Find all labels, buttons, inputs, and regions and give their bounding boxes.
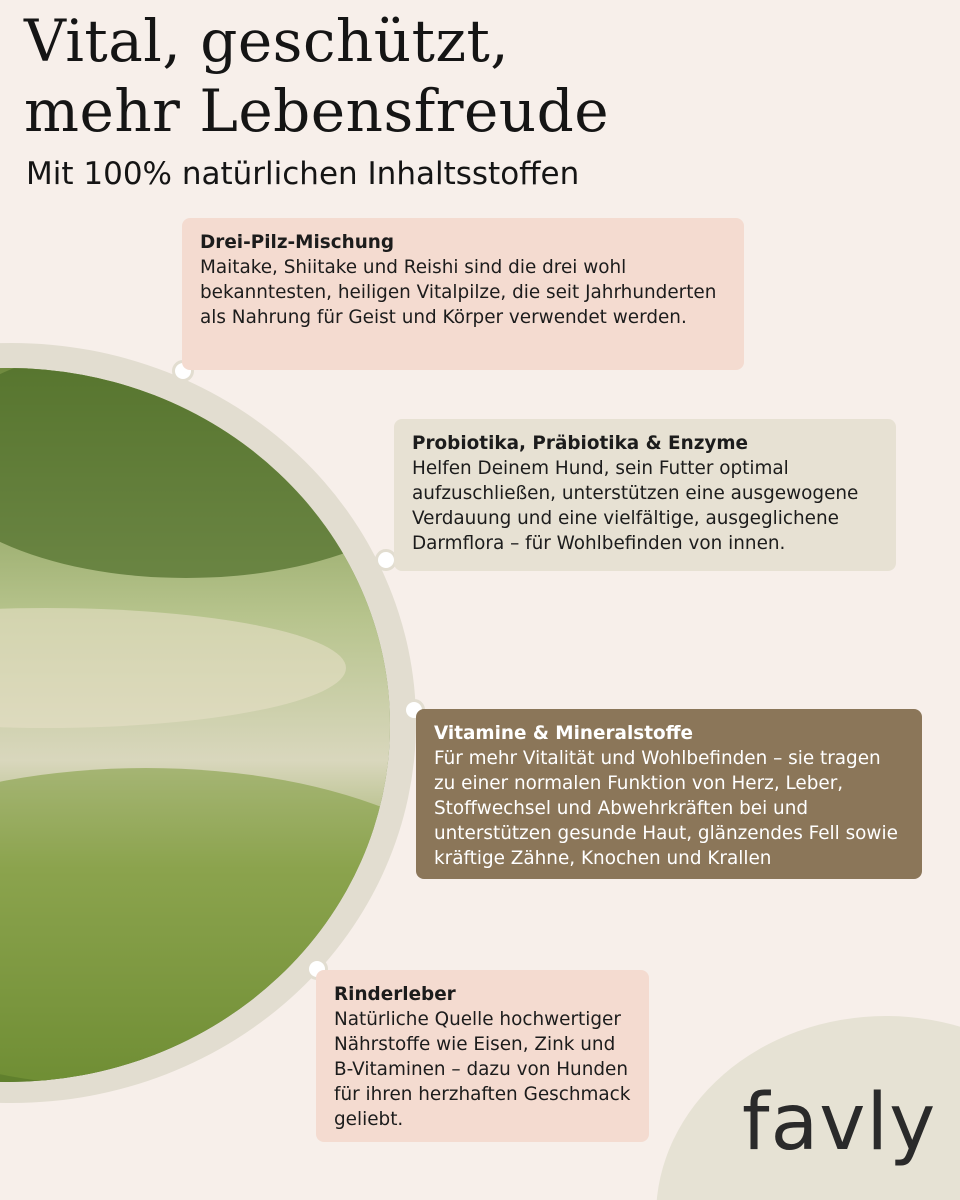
card-heading: Vitamine & Mineralstoffe (434, 723, 693, 744)
page-title (24, 6, 609, 146)
ingredient-card-mushroom-mix (182, 218, 744, 370)
ingredient-card-vitamins (416, 709, 922, 879)
card-heading: Probiotika, Präbiotika & Enzyme (412, 433, 749, 454)
title-line-2: mehr Lebensfreude (24, 77, 610, 145)
card-text: Maitake, Shiitake und Reishi sind die drei wohl bekanntesten, heiligen Vitalpilze, die seit Jahrhunderten als Nahrung für Geist und Körper verwendet werden. (200, 257, 717, 328)
ingredient-card-beef-liver (316, 970, 649, 1142)
card-text: Helfen Deinem Hund, sein Futter optimal aufzuschließen, unterstützen eine ausgewogene Verdauung und eine vielfältige, ausgeglichene Darmflora – für Wohlbefinden von innen. (412, 458, 859, 554)
page-subtitle: Mit 100% natürlichen Inhaltsstoffen (26, 156, 580, 192)
card-text: Für mehr Vitalität und Wohlbefinden – sie tragen zu einer normalen Funktion von Herz, Leber, Stoffwechsel und Abwehrkräften bei und unterstützen gesunde Haut, glänzendes Fell sowie kräftige Zähne, Knochen und Krallen (434, 748, 898, 869)
title-line-1: Vital, geschützt, (24, 7, 510, 75)
card-heading: Drei-Pilz-Mischung (200, 232, 395, 253)
card-text: Natürliche Quelle hochwertiger Nährstoffe wie Eisen, Zink und B-Vitaminen – dazu von Hunden für ihren herzhaften Geschmack geliebt. (334, 1009, 631, 1130)
brand-logo: favly (742, 1078, 937, 1168)
ingredient-card-probiotics (394, 419, 896, 571)
card-heading: Rinderleber (334, 984, 456, 1005)
